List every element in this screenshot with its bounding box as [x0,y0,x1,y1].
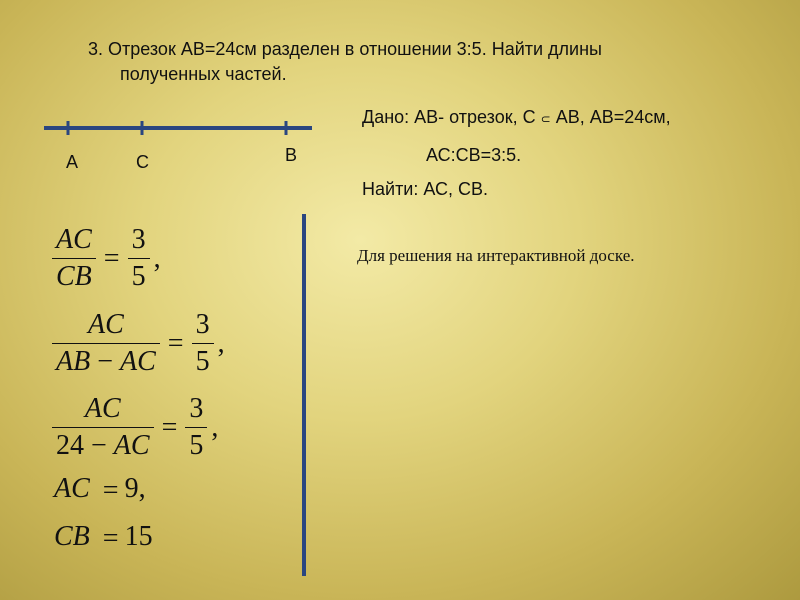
comma: , [211,411,219,443]
find-line: Найти: АС, СВ. [362,179,488,199]
var-cb: CB [54,521,90,552]
answer-cb-value: 15 [124,521,153,552]
fraction-ac-cb [52,224,96,293]
comma: , [153,242,161,274]
denominator: 5 [185,427,207,462]
fraction-ac-24-minus-ac [52,393,154,462]
equals-sign: = [102,474,119,506]
denominator: CB [52,258,96,293]
subset-symbol: ⊂ [540,112,551,126]
numerator: AC [84,393,121,424]
answer-ac-value: 9, [124,473,146,504]
denominator: 5 [192,343,214,378]
fraction-3-5 [128,224,150,293]
problem-line-1: 3. Отрезок АВ=24см разделен в отношении 3:5. Найти длины [88,39,602,59]
answer-cb [54,521,153,555]
numerator: 3 [131,224,146,255]
denominator: 5 [128,258,150,293]
given-line-1 [362,105,671,131]
numerator: 3 [195,309,210,340]
point-label-b: В [285,145,298,165]
numerator: AC [56,224,92,255]
point-label-a: А [66,152,79,172]
point-label-c: С [136,152,149,172]
fraction-ac-ab-minus-ac [52,309,160,378]
interactive-board-note: Для решения на интерактивной доске. [357,246,635,265]
equation-1 [52,224,161,293]
given-prefix: Дано: АВ- отрезок, С [362,107,536,127]
fraction-3-5 [192,309,214,378]
problem-line-2: полученных частей. [120,64,287,84]
equals-sign: = [161,411,178,443]
given-ratio: АС:СВ=3:5. [426,145,522,165]
denominator: AB − AC [52,343,160,378]
equals-sign: = [103,242,120,274]
given-suffix: АВ, АВ=24см, [555,107,671,127]
divider-line [302,214,306,576]
equation-3 [52,393,218,462]
denominator: 24 − AC [52,427,154,462]
var-ac: AC [54,473,90,504]
fraction-3-5 [185,393,207,462]
numerator: AC [88,309,124,340]
segment-diagram [44,115,319,145]
numerator: 3 [189,393,204,424]
problem-statement [88,37,728,87]
answer-ac [54,473,146,507]
equals-sign: = [167,327,184,359]
equation-2 [52,309,225,378]
equals-sign: = [102,522,119,554]
comma: , [217,327,225,359]
